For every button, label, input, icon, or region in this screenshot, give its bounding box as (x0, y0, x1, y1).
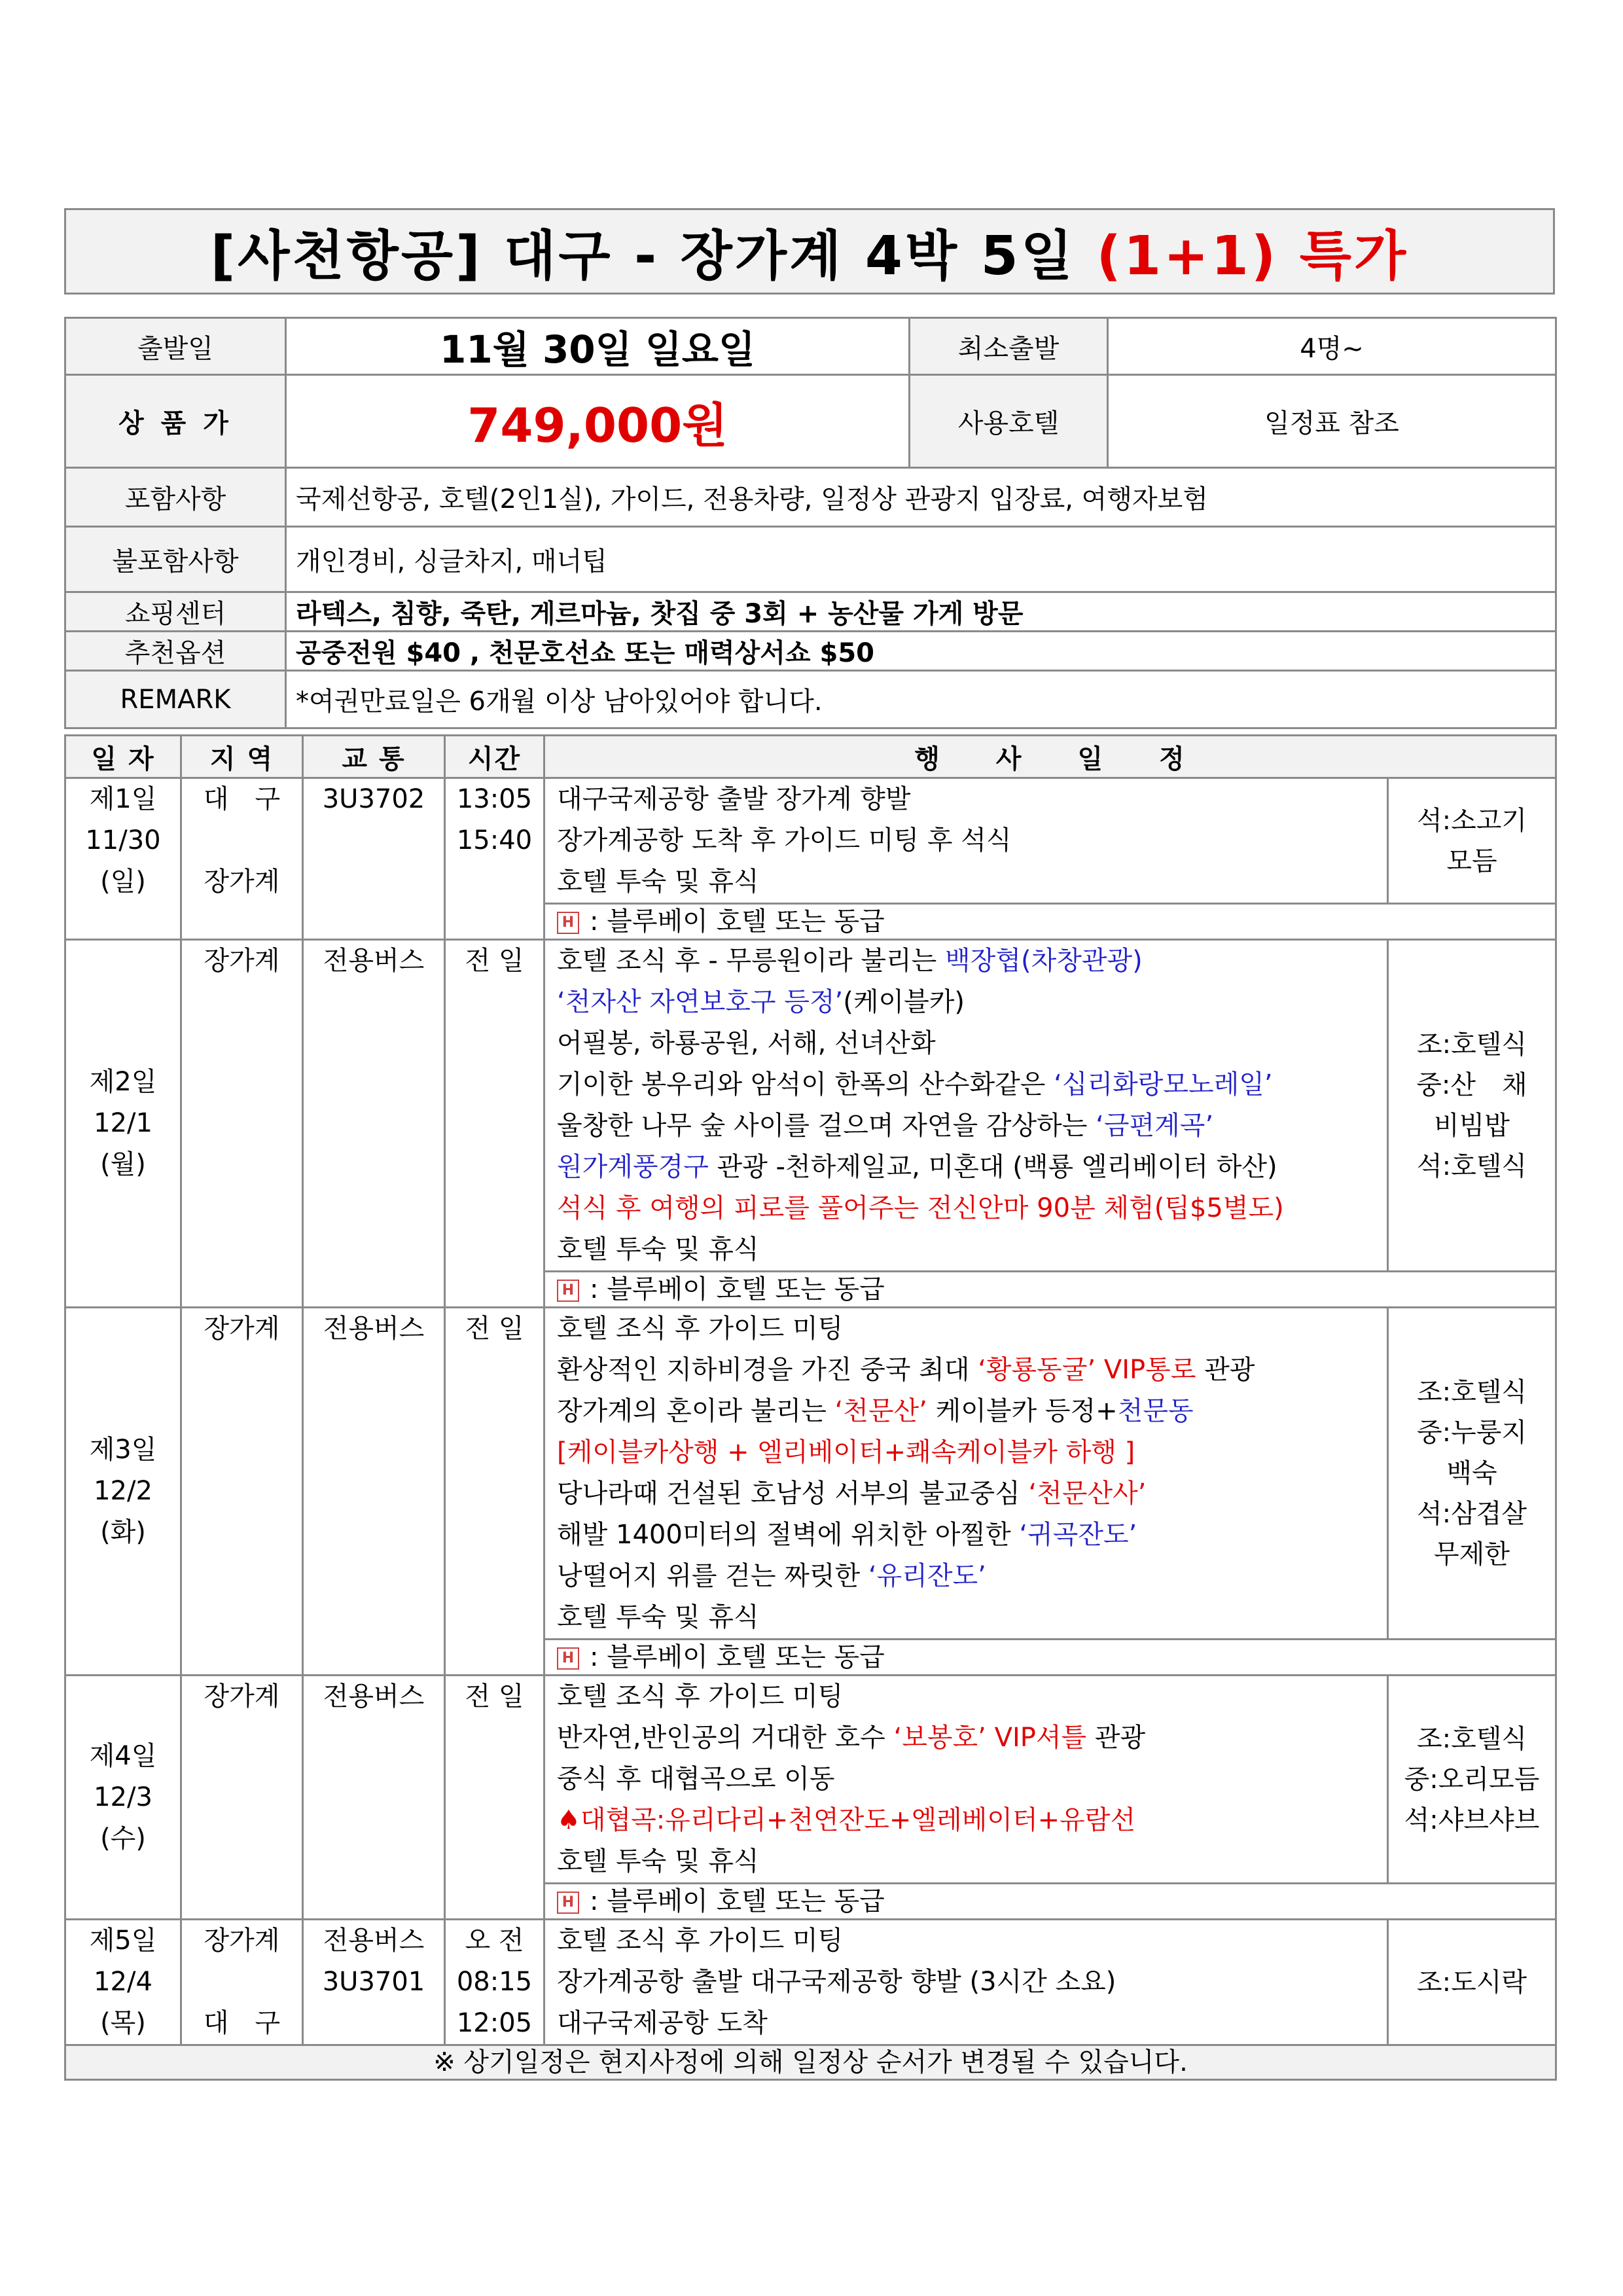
region-text: 대 구 (203, 2008, 281, 2038)
hotel-line: H : 블루베이 호텔 또는 동급 (544, 1640, 1556, 1676)
activity-highlight: ‘천자산 자연보호구 등정’ (557, 987, 844, 1017)
time-text: 전 일 (465, 1314, 524, 1344)
transport-text: 전용버스 (323, 1681, 425, 1712)
activity-line (557, 1473, 1387, 1515)
activity-line: 대구국제공항 도착 (557, 2008, 768, 2038)
time-cell (445, 778, 544, 940)
day-cell (65, 1676, 181, 1920)
activity-text: 낭떨어지 위를 걷는 짜릿한 (557, 1561, 868, 1591)
activity-line: 호텔 투숙 및 휴식 (557, 867, 759, 897)
remark-label: REMARK (65, 671, 286, 728)
time-cell (445, 1308, 544, 1676)
activity-line (557, 1717, 1387, 1759)
time-cell (445, 1920, 544, 2045)
meal-line: 석:샤브샤브 (1404, 1804, 1540, 1835)
transport-text: 전용버스 (323, 1926, 425, 1956)
activity-line: 호텔 투숙 및 휴식 (557, 1846, 759, 1876)
meal-line: 조:호텔식 (1416, 1030, 1527, 1060)
day-date: 12/4 (94, 1967, 152, 1997)
activity-text: 반자연,반인공의 거대한 호수 (557, 1723, 894, 1753)
activity-highlight: ‘유리잔도’ (868, 1561, 986, 1591)
day-date: 12/3 (94, 1782, 152, 1812)
header-day: 일 자 (65, 736, 181, 778)
day-weekday: (월) (100, 1149, 146, 1179)
meal-line: 석:호텔식 (1416, 1151, 1527, 1181)
day-row (65, 1308, 1556, 1640)
activity-cell (544, 940, 1388, 1272)
activity-line (557, 1350, 1387, 1391)
meal-cell (1388, 1308, 1556, 1640)
hotel-text: 블루베이 호텔 또는 동급 (607, 1642, 885, 1672)
transport-cell (303, 778, 445, 940)
activity-highlight: 천문동 (1117, 1396, 1194, 1426)
hotel-icon: H (557, 1892, 579, 1914)
title-box (64, 208, 1555, 295)
hotel-icon: H (557, 912, 579, 934)
activity-text: 장가계의 혼이라 불리는 (557, 1396, 835, 1426)
day-cell (65, 940, 181, 1308)
exclude-value: 개인경비, 싱글차지, 매너팁 (286, 527, 1556, 592)
time-cell (445, 1676, 544, 1920)
day-date: 12/2 (94, 1476, 152, 1506)
include-value: 국제선항공, 호텔(2인1실), 가이드, 전용차량, 일정상 관광지 입장료, 여행자보험 (286, 468, 1556, 527)
region-text: 장가계 (204, 1926, 280, 1956)
hotel-icon: H (557, 1647, 579, 1670)
day-number: 제3일 (89, 1435, 157, 1465)
price-label: 상 품 가 (65, 375, 286, 468)
activity-highlight: ‘십리화랑모노레일’ (1054, 1069, 1273, 1100)
transport-text: 3U3702 (322, 784, 425, 814)
activity-text: 케이블카 등정+ (927, 1396, 1118, 1426)
activity-text: 관광 (1086, 1723, 1146, 1753)
hotel-text: 블루베이 호텔 또는 동급 (607, 1886, 885, 1916)
hotel-line: H : 블루베이 호텔 또는 동급 (544, 1272, 1556, 1308)
activity-text: (케이블카) (843, 987, 965, 1017)
day-cell (65, 1920, 181, 2045)
activity-line (557, 1391, 1387, 1432)
header-schedule: 행 사 일 정 (544, 736, 1556, 778)
footer-note: ※ 상기일정은 현지사정에 의해 일정상 순서가 변경될 수 있습니다. (65, 2045, 1556, 2080)
region-text: 대 구 (203, 784, 281, 814)
region-cell (181, 1308, 303, 1676)
activity-line: 어필봉, 하룡공원, 서해, 선녀산화 (557, 1028, 936, 1058)
activity-line: 호텔 조식 후 가이드 미팅 (557, 1681, 844, 1712)
activity-line (557, 1556, 1387, 1597)
region-cell (181, 940, 303, 1308)
hotel-label: 사용호텔 (910, 375, 1108, 468)
day-date: 12/1 (94, 1108, 152, 1138)
transport-text: 전용버스 (323, 946, 425, 976)
remark-value: *여권만료일은 6개월 이상 남아있어야 합니다. (286, 671, 1556, 728)
include-label: 포함사항 (65, 468, 286, 527)
activity-cell (544, 778, 1388, 904)
meal-line: 조:호텔식 (1416, 1377, 1527, 1407)
activity-text: 울창한 나무 숲 사이를 걸으며 자연을 감상하는 (557, 1111, 1096, 1141)
time-cell (445, 940, 544, 1308)
header-region: 지 역 (181, 736, 303, 778)
activity-highlight: 백장협(차창관광) (945, 946, 1143, 976)
region-text: 장가계 (204, 1314, 280, 1344)
activity-highlight: 원가계풍경구 (557, 1152, 709, 1182)
day-weekday: (수) (100, 1823, 146, 1854)
activity-line: 호텔 투숙 및 휴식 (557, 1602, 759, 1632)
hotel-line: H : 블루베이 호텔 또는 동급 (544, 1884, 1556, 1920)
activity-text: 기이한 봉우리와 암석이 한폭의 산수화같은 (557, 1069, 1054, 1100)
transport-cell (303, 940, 445, 1308)
hotel-value: 일정표 참조 (1108, 375, 1556, 468)
day-row (65, 1676, 1556, 1884)
activity-text: 환상적인 지하비경을 가진 중국 최대 (557, 1355, 978, 1385)
activity-highlight: ‘금편계곡’ (1096, 1111, 1214, 1141)
activity-line: 장가계공항 도착 후 가이드 미팅 후 석식 (557, 825, 1012, 855)
transport-text: 전용버스 (323, 1314, 425, 1344)
meal-line: 석:삼겹살 (1416, 1499, 1527, 1529)
day-row (65, 778, 1556, 904)
meal-line: 백숙 (1446, 1458, 1497, 1488)
exclude-label: 불포함사항 (65, 527, 286, 592)
day-number: 제4일 (89, 1740, 157, 1771)
activity-line (557, 1515, 1387, 1556)
day-cell (65, 1308, 181, 1676)
meal-line: 중:산 채 (1416, 1070, 1527, 1100)
day-weekday: (목) (100, 2008, 146, 2038)
hotel-text: 블루베이 호텔 또는 동급 (607, 1274, 885, 1304)
min-departure-label: 최소출발 (910, 318, 1108, 375)
meal-line: 조:호텔식 (1416, 1723, 1527, 1754)
page-title (211, 213, 1408, 290)
activity-line: 대구국제공항 출발 장가계 향발 (557, 784, 911, 814)
meal-line: 비빔밥 (1434, 1111, 1510, 1141)
info-table (64, 317, 1557, 729)
meal-line: 모듬 (1446, 846, 1497, 876)
activity-text: 해발 1400미터의 절벽에 위치한 아찔한 (557, 1520, 1020, 1550)
shopping-label: 쇼핑센터 (65, 592, 286, 632)
day-cell (65, 778, 181, 940)
activity-line: 장가계공항 출발 대구국제공항 향발 (3시간 소요) (557, 1967, 1116, 1997)
region-cell (181, 778, 303, 940)
day-number: 제5일 (89, 1926, 157, 1956)
activity-line (557, 1064, 1387, 1105)
meal-cell (1388, 1920, 1556, 2045)
hotel-line: H : 블루베이 호텔 또는 동급 (544, 904, 1556, 940)
activity-highlight: ‘황룡동굴’ VIP통로 (978, 1355, 1196, 1385)
activity-cell (544, 1308, 1388, 1640)
header-transport: 교 통 (303, 736, 445, 778)
activity-text: 관광 -천하제일교, 미혼대 (백룡 엘리베이터 하산) (708, 1152, 1277, 1182)
departure-value: 11월 30일 일요일 (286, 318, 910, 375)
activity-line: 호텔 투숙 및 휴식 (557, 1234, 759, 1265)
departure-label: 출발일 (65, 318, 286, 375)
day-number: 제1일 (89, 784, 157, 814)
day-weekday: (일) (100, 867, 146, 897)
transport-cell (303, 1676, 445, 1920)
activity-line (557, 1147, 1387, 1188)
time-text: 12:05 (456, 2008, 533, 2038)
time-text: 08:15 (456, 1967, 533, 1997)
activity-highlight: ‘보봉호’ VIP셔틀 (893, 1723, 1087, 1753)
activity-highlight: 대협곡:유리다리+천연잔도+엘레베이터+유람선 (580, 1805, 1136, 1835)
time-text: 13:05 (456, 784, 533, 814)
meal-line: 중:오리모듬 (1404, 1764, 1540, 1795)
title-main: [사천항공] 대구 - 장가계 4박 5일 (210, 224, 1097, 287)
activity-text: 호텔 조식 후 - 무릉원이라 불리는 (557, 946, 946, 976)
activity-line (557, 941, 1387, 982)
meal-cell (1388, 1676, 1556, 1884)
day-weekday: (화) (100, 1517, 146, 1547)
meal-line: 무제한 (1434, 1539, 1510, 1570)
shopping-value: 라텍스, 침향, 죽탄, 게르마늄, 찻집 중 3회 + 농산물 가게 방문 (286, 592, 1556, 632)
title-highlight: (1+1) 특가 (1096, 224, 1409, 287)
activity-line: 호텔 조식 후 가이드 미팅 (557, 1926, 844, 1956)
hotel-text: 블루베이 호텔 또는 동급 (607, 906, 885, 937)
transport-cell (303, 1308, 445, 1676)
meal-cell (1388, 778, 1556, 904)
activity-line: 석식 후 여행의 피로를 풀어주는 전신안마 90분 체험(팁$5별도) (557, 1193, 1284, 1223)
activity-text: 당나라때 건설된 호남성 서부의 불교중심 (557, 1479, 1029, 1509)
hotel-icon: H (557, 1280, 579, 1302)
region-cell (181, 1676, 303, 1920)
transport-cell (303, 1920, 445, 2045)
meal-line: 조:도시락 (1416, 1967, 1527, 1998)
schedule-table (64, 734, 1557, 2081)
day-row (65, 1920, 1556, 2045)
time-text: 15:40 (456, 825, 533, 855)
activity-cell (544, 1676, 1388, 1884)
option-label: 추천옵션 (65, 632, 286, 671)
region-cell (181, 1920, 303, 2045)
region-text: 장가계 (204, 946, 280, 976)
day-date: 11/30 (85, 825, 161, 855)
activity-line: [케이블카상행 + 엘리베이터+쾌속케이블카 하행 ] (557, 1437, 1135, 1467)
header-time: 시간 (445, 736, 544, 778)
day-number: 제2일 (89, 1067, 157, 1097)
region-text: 장가계 (204, 867, 280, 897)
activity-line: 호텔 조식 후 가이드 미팅 (557, 1314, 844, 1344)
activity-line (557, 1800, 1387, 1841)
activity-line (557, 982, 1387, 1023)
transport-text: 3U3701 (322, 1967, 425, 1997)
activity-cell (544, 1920, 1388, 2045)
time-text: 오 전 (465, 1926, 524, 1956)
activity-line (557, 1105, 1387, 1147)
day-row (65, 940, 1556, 1272)
meal-line: 석:소고기 (1416, 805, 1527, 836)
meal-cell (1388, 940, 1556, 1272)
activity-line: 중식 후 대협곡으로 이동 (557, 1764, 835, 1794)
time-text: 전 일 (465, 946, 524, 976)
activity-highlight: ‘귀곡잔도’ (1019, 1520, 1137, 1550)
min-departure-value: 4명~ (1108, 318, 1556, 375)
spade-icon: ♠ (557, 1805, 580, 1835)
region-text: 장가계 (204, 1681, 280, 1712)
activity-text: 관광 (1196, 1355, 1255, 1385)
time-text: 전 일 (465, 1681, 524, 1712)
option-value: 공중전원 $40 , 천문호선쇼 또는 매력상서쇼 $50 (286, 632, 1556, 671)
price-value: 749,000원 (286, 375, 910, 468)
activity-highlight: ‘천문산사’ (1028, 1479, 1147, 1509)
meal-line: 중:누룽지 (1416, 1418, 1527, 1448)
activity-highlight: ‘천문산’ (834, 1396, 927, 1426)
